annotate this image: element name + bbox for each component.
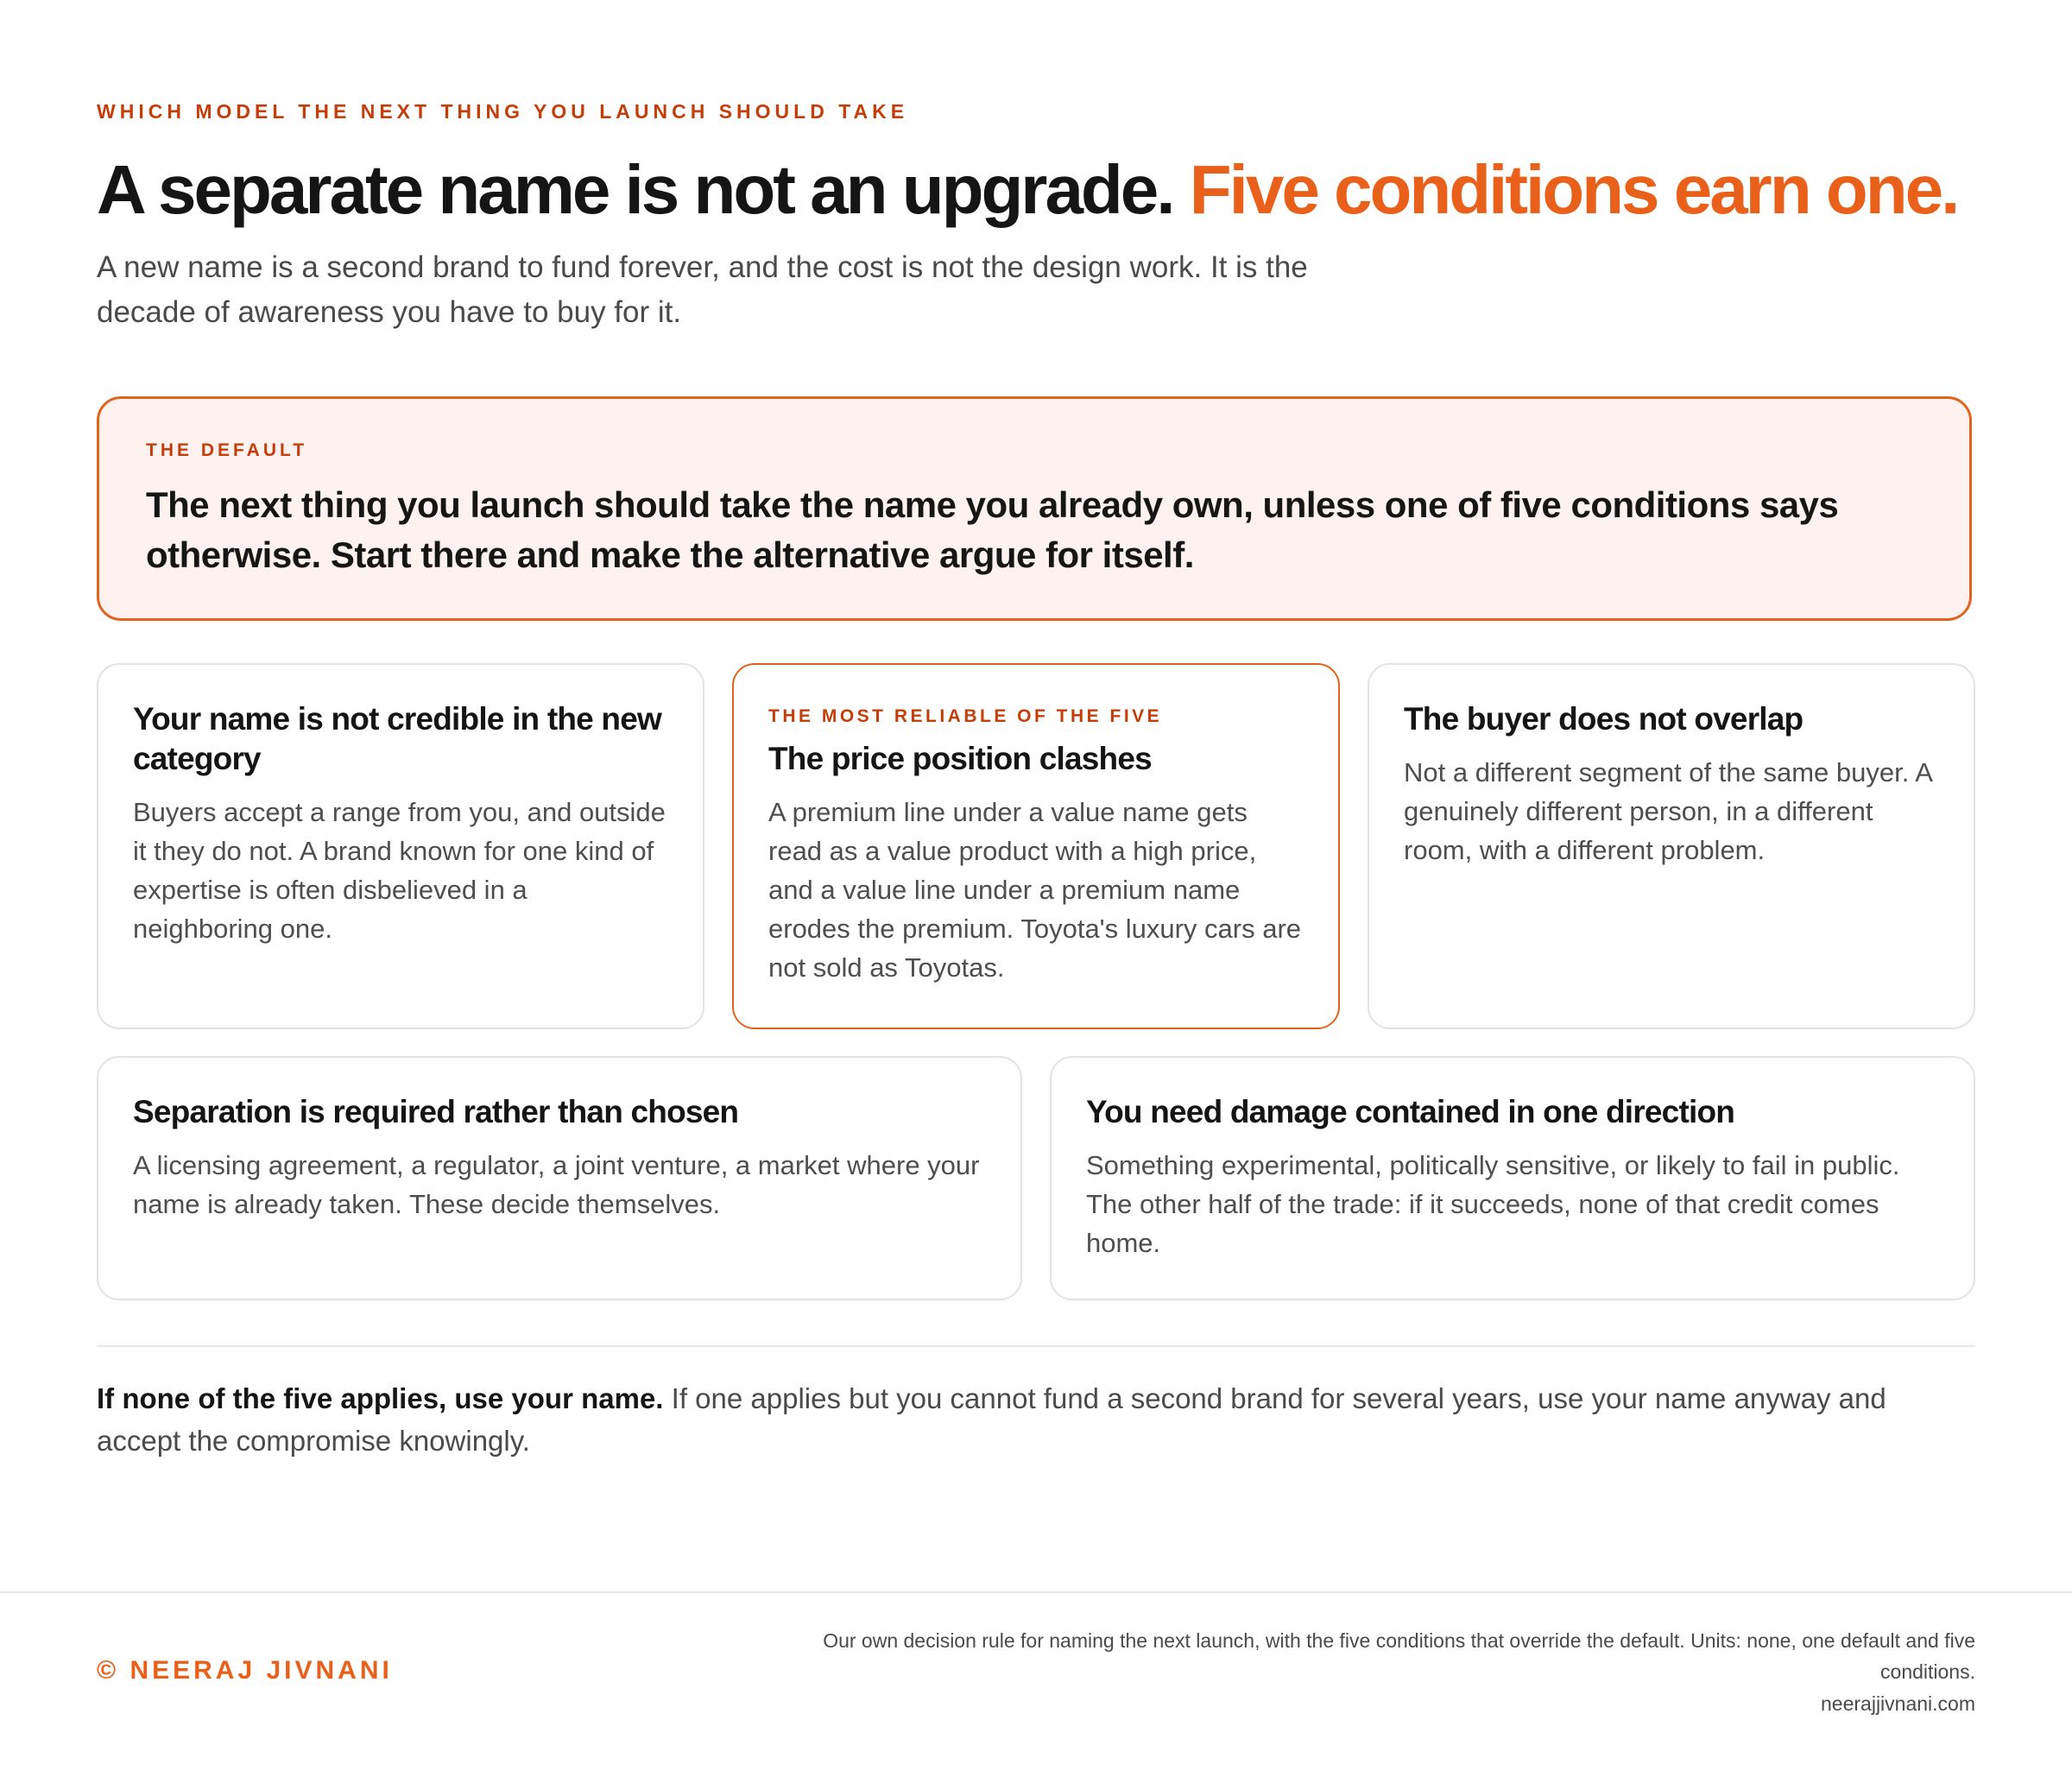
lede: A new name is a second brand to fund forever, and the cost is not the design work. It is the decade of awareness you have to buy for it. [97,250,1308,329]
default-callout [97,396,1972,621]
headline [97,149,1957,231]
condition-body: A licensing agreement, a regulator, a joint venture, a market where your name is already taken. These decide themselves. [133,1150,980,1219]
condition-card-price [732,663,1340,1029]
condition-body: A premium line under a value name gets read as a value product with a high price, and a value line under a premium name erodes the premium. Toyota's luxury cars are not sold as Toyotas. [768,797,1302,983]
default-label: THE DEFAULT [146,440,308,460]
condition-card-separation [97,1056,1022,1300]
footer-site-link[interactable]: neerajjivnani.com [1821,1692,1975,1715]
headline-main: A separate name is not an upgrade. [97,151,1173,228]
closing-rest: If one applies but you cannot fund a second brand for several years, use your name anyway and accept the compromise knowingly. [97,1382,1886,1457]
condition-title: You need damage contained in one direction [1086,1094,1735,1129]
closing-rule [97,1377,1975,1462]
condition-body: Not a different segment of the same buyer. A genuinely different person, in a different room, with a different problem. [1404,757,1932,865]
condition-body: Something experimental, politically sensitive, or likely to fail in public. The other half of the trade: if it succeeds, none of that credit comes home. [1086,1150,1900,1258]
condition-title: The buyer does not overlap [1404,701,1804,737]
footer-brand: © NEERAJ JIVNANI [97,1656,393,1685]
headline-accent: Five conditions earn one. [1189,151,1958,228]
footer-note: Our own decision rule for naming the next launch, with the five conditions that override the default. Units: none, one default and five conditions. [823,1629,1975,1683]
most-reliable-tag: THE MOST RELIABLE OF THE FIVE [768,706,1163,726]
condition-card-damage [1050,1056,1975,1300]
condition-body: Buyers accept a range from you, and outside it they do not. A brand known for one kind of expertise is often disbelieved in a neighboring one. [133,797,666,944]
footer-divider [0,1591,2072,1593]
default-statement: The next thing you launch should take the name you already own, unless one of five conditions says otherwise. Start there and make the alternative argue for itself. [146,484,1839,575]
condition-title: Separation is required rather than chosen [133,1094,739,1129]
closing-lead: If none of the five applies, use your name. [97,1382,664,1414]
condition-card-credibility [97,663,704,1029]
condition-card-buyer [1368,663,1975,1029]
condition-title: The price position clashes [768,741,1152,776]
condition-title: Your name is not credible in the new category [133,701,661,776]
eyebrow: WHICH MODEL THE NEXT THING YOU LAUNCH SHOULD TAKE [97,100,909,123]
divider [97,1345,1975,1347]
